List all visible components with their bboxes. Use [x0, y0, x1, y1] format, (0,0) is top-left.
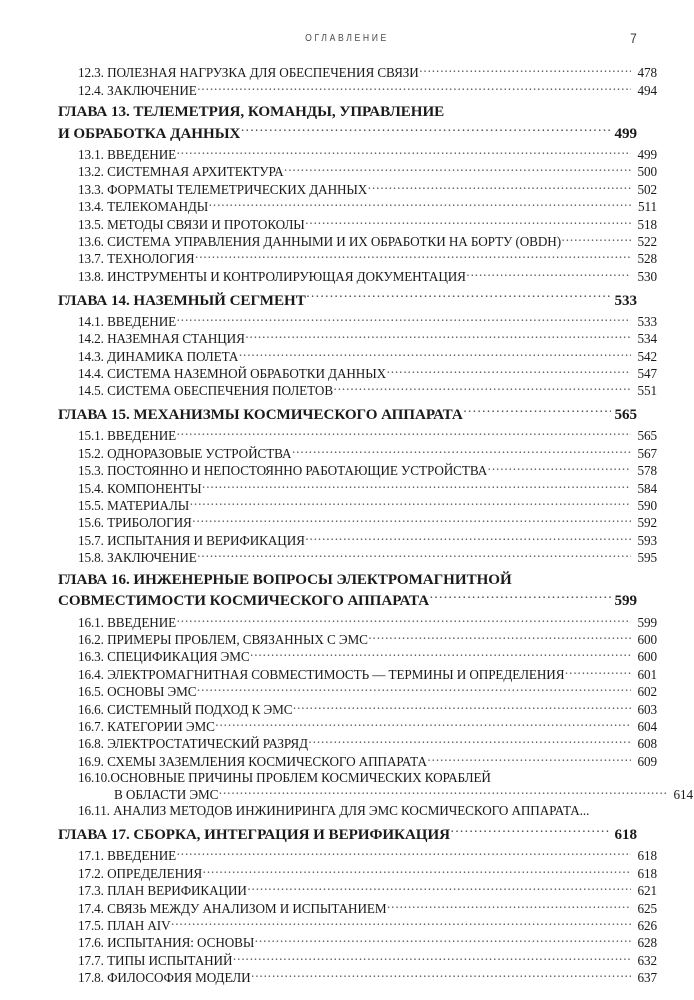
toc-entry[interactable] [58, 330, 657, 347]
toc-chapter-entry[interactable] [58, 290, 637, 312]
toc-dot-leader [177, 146, 631, 159]
toc-chapter-entry[interactable] [58, 590, 637, 612]
toc-entry-page-number: 499 [614, 125, 637, 142]
toc-dot-leader [190, 497, 631, 510]
toc-entry-page-number: 592 [637, 515, 657, 531]
toc-entry-label: 15.5. МАТЕРИАЛЫ [78, 497, 190, 513]
toc-dot-leader [239, 347, 631, 360]
toc-entry-page-number: 590 [637, 497, 657, 513]
toc-entry[interactable] [58, 666, 657, 683]
toc-entry[interactable] [58, 268, 657, 285]
toc-dot-leader [488, 462, 631, 475]
toc-entry-page-number: 502 [637, 181, 657, 197]
toc-entry-label: 16.8. ЭЛЕКТРОСТАТИЧЕСКИЙ РАЗРЯД [78, 736, 308, 752]
toc-entry[interactable] [58, 163, 657, 180]
toc-entry[interactable] [58, 514, 657, 531]
toc-dot-leader [192, 514, 630, 527]
toc-entry-label: 14.3. ДИНАМИКА ПОЛЕТА [78, 348, 239, 364]
toc-entry-label: 17.4. СВЯЗЬ МЕЖДУ АНАЛИЗОМ И ИСПЫТАНИЕМ [78, 900, 387, 916]
toc-entry-page-number: 478 [637, 65, 657, 81]
toc-entry-label: 15.3. ПОСТОЯННО И НЕПОСТОЯННО РАБОТАЮЩИЕ УСТРОЙСТВА [78, 463, 488, 479]
toc-entry-page-number: 534 [637, 331, 657, 347]
toc-chapter-entry[interactable] [58, 404, 637, 426]
toc-entry-page-number: 637 [637, 970, 657, 986]
toc-entry-page-number: 600 [637, 649, 657, 665]
toc-entry[interactable] [58, 347, 657, 364]
toc-entry-label: 14.1. ВВЕДЕНИЕ [78, 313, 177, 329]
toc-entry-label: 16.10.ОСНОВНЫЕ ПРИЧИНЫ ПРОБЛЕМ КОСМИЧЕСКИХ КОРАБЛЕЙ [78, 769, 491, 785]
toc-dot-leader [250, 648, 630, 661]
toc-dot-leader [255, 934, 631, 947]
toc-dot-leader [177, 613, 631, 626]
toc-dot-leader [215, 718, 630, 731]
toc-entry-page-number: 593 [637, 532, 657, 548]
toc-entry-label: ГЛАВА 17. СБОРКА, ИНТЕГРАЦИЯ И ВЕРИФИКАЦИЯ [58, 827, 451, 844]
toc-entry-page-number: 618 [637, 848, 657, 864]
toc-entry[interactable] [58, 631, 657, 648]
toc-entry-label: 17.8. ФИЛОСОФИЯ МОДЕЛИ [78, 970, 251, 986]
toc-dot-leader [245, 330, 630, 343]
toc-entry-page-number: 608 [637, 736, 657, 752]
toc-entry[interactable] [58, 770, 657, 786]
toc-dot-leader [177, 313, 631, 326]
toc-entry-label: 17.2. ОПРЕДЕЛЕНИЯ [78, 865, 203, 881]
toc-entry[interactable] [58, 613, 657, 630]
toc-entry-label: 17.7. ТИПЫ ИСПЫТАНИЙ [78, 952, 233, 968]
toc-entry-page-number: 530 [637, 268, 657, 284]
toc-entry-label: 13.3. ФОРМАТЫ ТЕЛЕМЕТРИЧЕСКИХ ДАННЫХ [78, 181, 368, 197]
toc-entry[interactable] [58, 382, 657, 399]
toc-entry-page-number: 565 [614, 407, 637, 424]
toc-entry-page-number: 626 [637, 918, 657, 934]
toc-entry-page-number: 603 [637, 701, 657, 717]
toc-entry-label: 16.9. СХЕМЫ ЗАЗЕМЛЕНИЯ КОСМИЧЕСКОГО АППАРАТА [78, 753, 427, 769]
toc-entry-page-number: 578 [637, 463, 657, 479]
toc-entry-page-number: 599 [637, 614, 657, 630]
toc-entry-label: 16.11. АНАЛИЗ МЕТОДОВ ИНЖИНИРИНГА ДЛЯ ЭМС КОСМИЧЕСКОГО АППАРАТА... [78, 803, 590, 819]
toc-dot-leader [292, 445, 631, 458]
toc-entry[interactable] [58, 683, 657, 700]
toc-entry[interactable] [58, 865, 657, 882]
toc-entry-label: 17.3. ПЛАН ВЕРИФИКАЦИИ [78, 883, 247, 899]
toc-entry[interactable] [58, 462, 657, 479]
toc-dot-leader [451, 824, 611, 839]
toc-entry-label: 13.6. СИСТЕМА УПРАВЛЕНИЯ ДАННЫМИ И ИХ ОБРАБОТКИ НА БОРТУ (OBDH) [78, 234, 562, 250]
toc-entry-page-number: 542 [637, 348, 657, 364]
toc-entry[interactable] [58, 718, 657, 735]
toc-entry[interactable] [58, 899, 657, 916]
toc-dot-leader [387, 365, 631, 378]
toc-entry-page-number: 533 [637, 313, 657, 329]
toc-entry[interactable] [58, 427, 657, 444]
toc-entry-page-number: 584 [637, 480, 657, 496]
toc-entry[interactable] [58, 752, 657, 769]
toc-entry-label: 16.7. КАТЕГОРИИ ЭМС [78, 718, 215, 734]
toc-entry-page-number: 601 [637, 666, 657, 682]
toc-entry-label: 16.5. ОСНОВЫ ЭМС [78, 684, 197, 700]
toc-entry[interactable] [58, 803, 657, 819]
toc-entry[interactable] [58, 64, 657, 81]
toc-entry-label: 17.5. ПЛАН AIV [78, 918, 171, 934]
toc-entry-page-number: 600 [637, 631, 657, 647]
toc-entry-label: 17.6. ИСПЫТАНИЯ: ОСНОВЫ [78, 935, 255, 951]
toc-chapter-entry[interactable] [58, 103, 637, 123]
toc-dot-leader [463, 404, 610, 419]
toc-entry-label: В ОБЛАСТИ ЭМС [114, 787, 219, 803]
toc-dot-leader [251, 969, 631, 982]
toc-entry-label: 16.4. ЭЛЕКТРОМАГНИТНАЯ СОВМЕСТИМОСТЬ — ТЕРМИНЫ И ОПРЕДЕЛЕНИЯ [78, 666, 565, 682]
toc-entry-label: 16.3. СПЕЦИФИКАЦИЯ ЭМС [78, 649, 250, 665]
toc-dot-leader [241, 123, 611, 138]
toc-entry[interactable] [58, 365, 657, 382]
toc-entry[interactable] [58, 215, 657, 232]
toc-entry[interactable] [58, 146, 657, 163]
toc-entry-page-number: 511 [638, 199, 657, 215]
toc-entry[interactable] [58, 549, 657, 566]
toc-entry[interactable] [58, 917, 657, 934]
toc-chapter-entry[interactable] [58, 824, 637, 846]
toc-entry-page-number: 618 [637, 865, 657, 881]
toc-entry[interactable] [58, 445, 657, 462]
toc-entry-label: 13.1. ВВЕДЕНИЕ [78, 147, 177, 163]
toc-dot-leader [308, 735, 630, 748]
toc-entry-page-number: 518 [637, 216, 657, 232]
toc-entry[interactable] [58, 313, 657, 330]
toc-entry[interactable] [58, 531, 657, 548]
toc-entry[interactable] [58, 233, 657, 250]
running-head-title: ОГЛАВЛЕНИЕ [305, 32, 390, 44]
toc-chapter-entry[interactable] [58, 571, 637, 591]
toc-entry-label: 14.4. СИСТЕМА НАЗЕМНОЙ ОБРАБОТКИ ДАННЫХ [78, 365, 387, 381]
toc-entry-page-number: 602 [637, 684, 657, 700]
toc-entry-page-number: 599 [614, 593, 637, 610]
toc-entry-page-number: 565 [637, 428, 657, 444]
toc-entry-label: СОВМЕСТИМОСТИ КОСМИЧЕСКОГО АППАРАТА [58, 593, 430, 610]
toc-entry-label: 16.6. СИСТЕМНЫЙ ПОДХОД К ЭМС [78, 701, 293, 717]
toc-dot-leader [203, 865, 631, 878]
toc-dot-leader [293, 700, 631, 713]
toc-entry-label: 15.6. ТРИБОЛОГИЯ [78, 515, 192, 531]
toc-entry-label: 17.1. ВВЕДЕНИЕ [78, 848, 177, 864]
toc-entry-page-number: 567 [637, 445, 657, 461]
toc-entry[interactable] [58, 934, 657, 951]
toc-entry-label: 15.4. КОМПОНЕНТЫ [78, 480, 202, 496]
toc-dot-leader [562, 233, 631, 246]
toc-entry-page-number: 500 [637, 164, 657, 180]
toc-entry-page-number: 614 [673, 787, 693, 803]
toc-dot-leader [565, 666, 631, 679]
toc-dot-leader [466, 268, 630, 281]
toc-entry-label: ГЛАВА 15. МЕХАНИЗМЫ КОСМИЧЕСКОГО АППАРАТА [58, 407, 463, 424]
toc-entry-page-number: 551 [637, 383, 657, 399]
toc-entry-page-number: 609 [637, 753, 657, 769]
toc-dot-leader [305, 531, 630, 544]
toc-entry-label: 13.8. ИНСТРУМЕНТЫ И КОНТРОЛИРУЮЩАЯ ДОКУМЕНТАЦИЯ [78, 268, 466, 284]
toc-dot-leader [219, 786, 667, 799]
toc-entry-page-number: 533 [614, 292, 637, 309]
toc-entry-label: 15.1. ВВЕДЕНИЕ [78, 428, 177, 444]
toc-entry-page-number: 621 [637, 883, 657, 899]
toc-dot-leader [305, 215, 630, 228]
running-head [58, 32, 637, 44]
toc-dot-leader [427, 752, 630, 765]
toc-dot-leader [430, 590, 611, 605]
toc-entry-page-number: 632 [637, 952, 657, 968]
toc-dot-leader [171, 917, 630, 930]
toc-dot-leader [197, 683, 631, 696]
toc-dot-leader [306, 290, 610, 305]
toc-entry-label: ГЛАВА 14. НАЗЕМНЫЙ СЕГМЕНТ [58, 292, 306, 309]
toc-entry[interactable] [58, 735, 657, 752]
toc-entry-label: 14.5. СИСТЕМА ОБЕСПЕЧЕНИЯ ПОЛЕТОВ [78, 383, 334, 399]
toc-dot-leader [387, 899, 631, 912]
toc-dot-leader [209, 198, 631, 211]
toc-entry-page-number: 522 [637, 234, 657, 250]
toc-entry-page-number: 618 [614, 827, 637, 844]
toc-entry-page-number: 628 [637, 935, 657, 951]
toc-entry[interactable] [58, 952, 657, 969]
toc-entry-label: 15.8. ЗАКЛЮЧЕНИЕ [78, 550, 197, 566]
toc-entry-label: 15.7. ИСПЫТАНИЯ И ВЕРИФИКАЦИЯ [78, 532, 305, 548]
toc-entry-continuation[interactable] [58, 786, 693, 803]
toc-dot-leader [202, 479, 631, 492]
toc-entry[interactable] [58, 700, 657, 717]
toc-entry-label: 13.4. ТЕЛЕКОМАНДЫ [78, 199, 209, 215]
toc-entry[interactable] [58, 847, 657, 864]
toc-entry-label: 13.5. МЕТОДЫ СВЯЗИ И ПРОТОКОЛЫ [78, 216, 305, 232]
toc-entry-page-number: 528 [637, 251, 657, 267]
toc-entry-label: ГЛАВА 16. ИНЖЕНЕРНЫЕ ВОПРОСЫ ЭЛЕКТРОМАГНИТНОЙ [58, 571, 512, 588]
toc-entry-page-number: 494 [637, 82, 657, 98]
toc-entry[interactable] [58, 648, 657, 665]
toc-entry[interactable] [58, 181, 657, 198]
toc-entry-label: И ОБРАБОТКА ДАННЫХ [58, 125, 241, 142]
toc-entry-page-number: 547 [637, 365, 657, 381]
toc-entry-label: 15.2. ОДНОРАЗОВЫЕ УСТРОЙСТВА [78, 445, 292, 461]
toc-dot-leader [368, 181, 631, 194]
toc-dot-leader [197, 81, 630, 94]
toc-dot-leader [195, 250, 630, 263]
toc-dot-leader [284, 163, 630, 176]
toc-dot-leader [419, 64, 630, 77]
toc-entry-page-number: 499 [637, 147, 657, 163]
toc-dot-leader [233, 952, 631, 965]
toc-entry-page-number: 625 [637, 900, 657, 916]
toc-entry-label: 13.2. СИСТЕМНАЯ АРХИТЕКТУРА [78, 164, 284, 180]
toc-entry-label: 16.1. ВВЕДЕНИЕ [78, 614, 177, 630]
toc-entry-label: 13.7. ТЕХНОЛОГИЯ [78, 251, 195, 267]
toc-chapter-entry[interactable] [58, 123, 637, 145]
toc-entry[interactable] [58, 882, 657, 899]
toc-entry-label: 14.2. НАЗЕМНАЯ СТАНЦИЯ [78, 331, 245, 347]
toc-dot-leader [197, 549, 630, 562]
page-folio-number: 7 [630, 30, 637, 46]
toc-entry-label: 12.3. ПОЛЕЗНАЯ НАГРУЗКА ДЛЯ ОБЕСПЕЧЕНИЯ СВЯЗИ [78, 65, 419, 81]
toc-entry-page-number: 604 [637, 718, 657, 734]
toc-entry[interactable] [58, 969, 657, 986]
toc-dot-leader [177, 847, 631, 860]
toc-entry-label: ГЛАВА 13. ТЕЛЕМЕТРИЯ, КОМАНДЫ, УПРАВЛЕНИЕ [58, 104, 445, 121]
toc-entry-label: 12.4. ЗАКЛЮЧЕНИЕ [78, 82, 197, 98]
toc-dot-leader [368, 631, 630, 644]
toc-dot-leader [177, 427, 631, 440]
toc-entry[interactable] [58, 250, 657, 267]
toc-entry-label: 16.2. ПРИМЕРЫ ПРОБЛЕМ, СВЯЗАННЫХ С ЭМС [78, 631, 368, 647]
toc-entry[interactable] [58, 479, 657, 496]
toc-entry[interactable] [58, 198, 657, 215]
toc-entry-page-number: 595 [637, 550, 657, 566]
toc-dot-leader [247, 882, 630, 895]
toc-entry[interactable] [58, 497, 657, 514]
toc-entry[interactable] [58, 81, 657, 98]
table-of-contents [0, 64, 694, 986]
toc-dot-leader [334, 382, 631, 395]
